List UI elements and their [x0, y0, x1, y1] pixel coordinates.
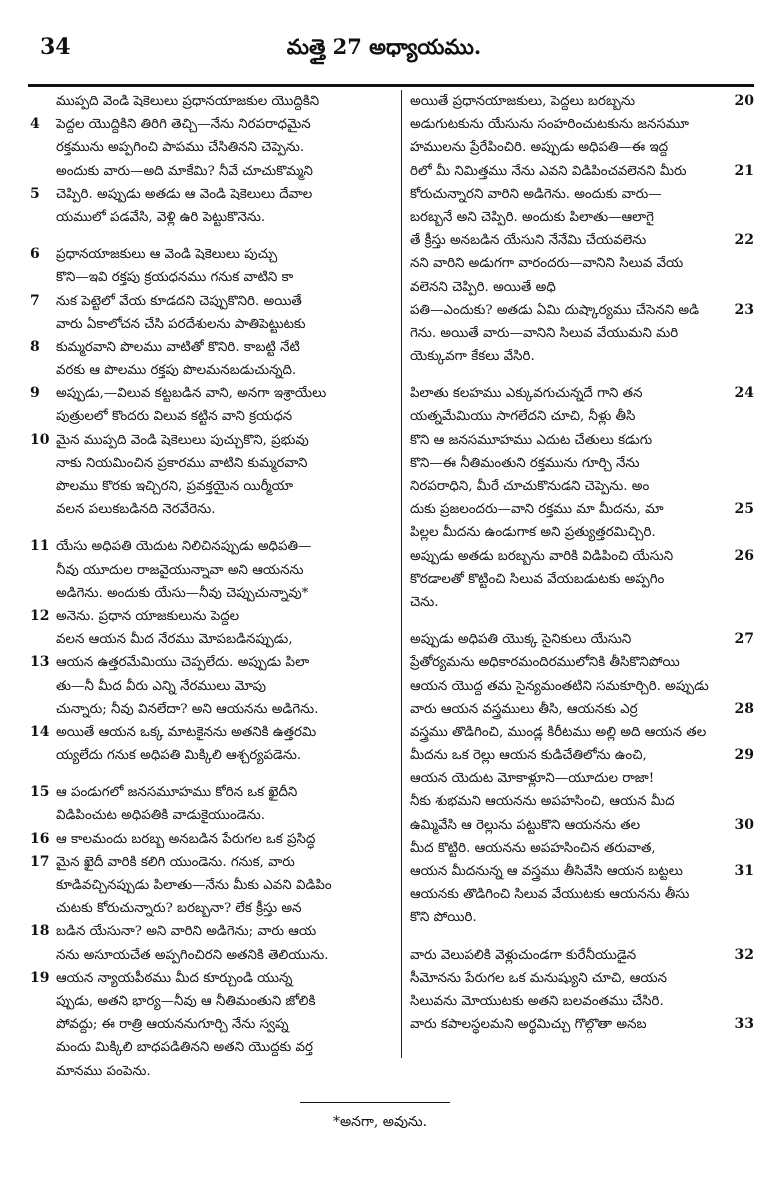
verse-line	[406, 967, 754, 990]
verse-number: 11	[30, 538, 50, 555]
verse-number: 21	[734, 162, 754, 179]
verse-line	[30, 582, 400, 605]
verse-text: విడిపించుట అధిపతికి వాడుకైయుండెను.	[56, 808, 265, 824]
verse-text: నాకు నియమించిన ప్రకారము వాటిని కుమ్మరవాని	[56, 455, 308, 471]
verse-line	[406, 299, 754, 322]
verse-number: 5	[30, 185, 40, 202]
verse-line	[30, 804, 400, 827]
verse-text: చెప్పిరి. అప్పుడు అతడు ఆ వెండి షెకెలులు దేవాల	[56, 186, 313, 202]
verse-line	[30, 359, 400, 382]
verse-number: 22	[734, 232, 754, 249]
verse-line	[406, 814, 754, 837]
verse-line	[406, 591, 754, 614]
verse-line	[30, 313, 400, 336]
verse-text: వలెనని చెప్పిరి. అయితే అధి	[410, 279, 556, 295]
verse-line	[406, 183, 754, 206]
verse-line	[406, 498, 754, 521]
verse-line	[30, 990, 400, 1013]
verse-line	[406, 90, 754, 113]
verse-line	[406, 452, 754, 475]
verse-line	[30, 405, 400, 428]
verse-line	[406, 521, 754, 544]
verse-line	[30, 290, 400, 313]
verse-text: రక్తమును అప్పగించి పాపము చేసితినని చెప్పెను.	[56, 140, 305, 156]
verse-line	[30, 1060, 400, 1083]
verse-line	[30, 651, 400, 674]
verse-line	[406, 675, 754, 698]
page-title: మత్తై 27 అధ్యాయము.	[286, 34, 482, 59]
verse-line	[30, 183, 400, 206]
paragraph-gap	[30, 229, 400, 243]
verse-line	[30, 160, 400, 183]
verse-number: 29	[734, 747, 754, 764]
verse-line	[406, 206, 754, 229]
verse-line	[30, 136, 400, 159]
verse-line	[406, 1013, 754, 1036]
verse-text: అందుకు వారు—అది మాకేమి? నీవే చూచుకొమ్మని	[56, 163, 313, 179]
verse-line	[406, 744, 754, 767]
verse-text: యత్నమేమియు సాగలేదని చూచి, నీళ్లు తీసి	[410, 409, 636, 425]
column-divider	[401, 90, 402, 1058]
verse-number: 30	[734, 816, 754, 833]
verse-line	[406, 906, 754, 929]
verse-line	[30, 382, 400, 405]
verse-line	[406, 545, 754, 568]
verse-text: నని వారిని అడుగగా వారందరు—వానిని సిలువ వేయ	[410, 256, 684, 272]
verse-number: 27	[734, 631, 754, 648]
verse-line	[406, 429, 754, 452]
verse-text: వరకు ఆ పొలము రక్తపు పొలమనబడుచున్నది.	[56, 363, 297, 379]
verse-text: ప్రధానయాజకులు ఆ వెండి షెకెలులు పుచ్చు	[56, 247, 278, 263]
right-column	[406, 90, 754, 1058]
verse-line	[30, 628, 400, 651]
verse-number: 17	[30, 853, 50, 870]
verse-line	[406, 990, 754, 1013]
verse-text: చెను.	[410, 594, 439, 610]
verse-text: కొని ఆ జనసమూహము ఎదుట చేతులు కడుగు	[410, 432, 653, 448]
verse-text: కొని పోయిరి.	[410, 910, 477, 926]
footnote: *అనగా, అవును.	[332, 1114, 428, 1130]
verse-text: మీదను ఒక రెల్లు ఆయన కుడిచేతిలోను ఉంచి,	[410, 748, 647, 764]
left-column	[30, 90, 400, 1079]
verse-line	[406, 698, 754, 721]
verse-text: ఆయన న్యాయపీఠము మీద కూర్చుండి యున్న	[56, 970, 293, 986]
verse-text: వలన ఆయన మీద నేరము మోపబడినప్పుడు,	[56, 632, 293, 648]
verse-text: ఆయన యొద్ద తమ సైన్యమంతటిని సమకూర్చిరి. అప్పుడు	[410, 678, 709, 694]
verse-text: అయితే ఆయన ఒక్క మాటకైనను అతనికి ఉత్తరమి	[56, 724, 317, 740]
verse-text: నుక పెట్టెలో వేయ కూడదని చెప్పుకొనిరి. అయితే	[56, 293, 302, 309]
verse-text: పోవద్దు; ఈ రాత్రి ఆయననుగూర్చి నేను స్వప్న	[56, 1017, 289, 1033]
verse-line	[406, 276, 754, 299]
verse-text: రిలో మీ నిమిత్తము నేను ఎవని విడిపించవలెనని మీరు	[410, 163, 687, 179]
verse-number: 7	[30, 292, 40, 309]
verse-text: మందు మిక్కిలి బాధపడితినని అతని యొద్దకు వర్త	[56, 1040, 313, 1056]
verse-number: 26	[734, 547, 754, 564]
verse-text: అప్పుడు,—విలువ కట్టబడిన వాని, అనగా ఇశ్రాయేలు	[56, 386, 327, 402]
verse-number: 33	[734, 1016, 754, 1033]
verse-line	[30, 605, 400, 628]
paragraph-gap	[406, 930, 754, 944]
verse-number: 4	[30, 116, 40, 133]
verse-text: ఆయన యెదుట మోకాళ్లూని—యూదుల రాజా!	[410, 771, 655, 787]
verse-line	[30, 266, 400, 289]
verse-line	[406, 628, 754, 651]
verse-number: 31	[734, 863, 754, 879]
verse-text: వారు ఆయన వస్త్రములు తీసి, ఆయనకు ఎర్ర	[410, 701, 638, 717]
verse-number: 8	[30, 338, 40, 355]
verse-line	[30, 206, 400, 229]
verse-line	[30, 967, 400, 990]
verse-text: వారు వెలుపలికి వెళ్లుచుండగా కురేనీయుడైన	[410, 947, 637, 963]
verse-text: సీమోనను పేరుగల ఒక మనుష్యుని చూచి, ఆయన	[410, 970, 668, 986]
verse-line	[406, 405, 754, 428]
verse-text: పొలము కొరకు ఇచ్చిరని, ప్రవక్తయైన యిర్మీయా	[56, 479, 294, 494]
header-rule	[28, 84, 754, 87]
verse-line	[406, 767, 754, 790]
verse-line	[30, 336, 400, 359]
verse-text: వారు ఏకాలోచన చేసి పరదేశులను పాతిపెట్టుటకు	[56, 316, 306, 332]
verse-text: యములో పడవేసి, వెళ్లి ఉరి పెట్టుకొనెను.	[56, 209, 266, 225]
verse-text: అడిగెను. అందుకు యేసు—నీవు చెప్పుచున్నావు*	[56, 585, 309, 601]
verse-number: 12	[30, 607, 50, 624]
verse-line	[30, 851, 400, 874]
verse-line	[406, 568, 754, 591]
verse-line	[406, 252, 754, 275]
verse-text: కొని—ఈ నీతిమంతుని రక్తమును గూర్చి నేను	[410, 455, 640, 471]
verse-text: నీవు యూదుల రాజవైయున్నావా అని ఆయనను	[56, 562, 304, 578]
verse-text: ముప్పది వెండి షెకెలులు ప్రధానయాజకుల యొద్దికిని	[56, 94, 320, 109]
verse-number: 24	[734, 385, 754, 402]
footnote-rule	[300, 1102, 450, 1103]
verse-line	[406, 322, 754, 345]
verse-number: 14	[30, 723, 50, 740]
verse-text: కోరుచున్నారని వారిని అడిగెను. అందుకు వారు—	[410, 186, 662, 202]
verse-text: నిరపరాధిని, మీరే చూచుకొనుడని చెప్పెను. అం	[410, 479, 650, 494]
verse-text: చున్నారు; నీవు వినలేదా? అని ఆయనను అడిగెను.	[56, 701, 319, 717]
verse-text: ఆ పండుగలో జనసమూహము కోరిన ఒక ఖైదీని	[56, 785, 298, 801]
verse-text: చుటకు కోరుచున్నారు? బరబ్బనా? లేక క్రీస్తు అన	[56, 901, 302, 917]
verse-text: కూడివచ్చినప్పుడు పిలాతు—నేను మీకు ఎవని విడిపిం	[56, 878, 332, 893]
verse-number: 13	[30, 654, 50, 671]
verse-text: బరబ్బనే అని చెప్పిరి. అందుకు పిలాతు—ఆలాగై	[410, 209, 654, 225]
verse-number: 25	[734, 501, 754, 518]
page-number: 34	[40, 34, 71, 60]
verse-number: 10	[30, 431, 50, 448]
verse-text: ఆయనకు తొడిగించి సిలువ వేయుటకు ఆయనను తీసు	[410, 887, 690, 903]
verse-text: మైన ఖైదీ వారికి కలిగి యుండెను. గనుక, వారు	[56, 854, 295, 870]
verse-line	[406, 382, 754, 405]
verse-text: సిలువను మోయుటకు అతని బలవంతము చేసిరి.	[410, 993, 664, 1009]
verse-line	[30, 828, 400, 851]
verse-line	[30, 920, 400, 943]
paragraph-gap	[30, 521, 400, 535]
verse-text: పిల్లల మీదను ఉండుగాక అని ప్రత్యుత్తరమిచ్చిరి.	[410, 525, 656, 541]
verse-line	[30, 698, 400, 721]
verse-text: పిలాతు కలహము ఎక్కువగుచున్నదే గాని తన	[410, 386, 643, 402]
verse-text: ప్రేతోర్యమను అధికారమందిరములోనికి తీసికొనిపోయి	[410, 655, 680, 671]
verse-line	[406, 651, 754, 674]
verse-line	[406, 860, 754, 883]
verse-line	[406, 883, 754, 906]
verse-text: వారు కపాలస్థలమని అర్థమిచ్చు గొల్గొతా అనబ	[410, 1017, 647, 1033]
verse-line	[406, 136, 754, 159]
verse-line	[406, 721, 754, 744]
verse-number: 18	[30, 923, 50, 940]
verse-text: హములను ప్రేరేపించిరి. అప్పుడు అధిపతి—ఈ ఇద్ద	[410, 140, 669, 156]
verse-number: 20	[734, 93, 754, 109]
verse-text: ఆయన ఉత్తరమేమియు చెప్పలేదు. అప్పుడు పిలా	[56, 655, 310, 671]
verse-line	[30, 243, 400, 266]
verse-text: కుమ్మరవాని పొలము వాటితో కొనిరి. కాబట్టి నేటి	[56, 339, 300, 355]
verse-line	[30, 897, 400, 920]
verse-line	[30, 498, 400, 521]
verse-line	[30, 1013, 400, 1036]
verse-text: మైన ముప్పది వెండి షెకెలులు పుచ్చుకొని, ప్రభువు	[56, 432, 309, 448]
verse-text: దుకు ప్రజలందరు—వాని రక్తము మా మీదను, మా	[410, 502, 664, 518]
verse-text: మానము పంపెను.	[56, 1063, 151, 1079]
verse-text: తే క్రీస్తు అనబడిన యేసుని నేనేమి చేయవలెను	[410, 233, 647, 249]
verse-line	[406, 475, 754, 498]
verse-text: గెను. అయితే వారు—వానిని సిలువ వేయుమని మరి	[410, 325, 679, 341]
verse-text: ఉమ్మివేసి ఆ రెల్లును పట్టుకొని ఆయనను తల	[410, 817, 641, 833]
verse-text: ప్పుడు, అతని భార్య—నీవు ఆ నీతిమంతుని జోలికి	[56, 993, 316, 1009]
verse-line	[30, 535, 400, 558]
verse-text: నను అసూయచేత అప్పగించిరని అతనికి తెలియును.	[56, 947, 329, 963]
verse-number: 28	[734, 700, 754, 717]
verse-line	[30, 113, 400, 136]
verse-text: ఆ కాలమందు బరబ్బ అనబడిన పేరుగల ఒక ప్రసిద్ధ	[56, 831, 316, 847]
verse-text: మీద కొట్టిరి. ఆయనను అపహసించిన తరువాత,	[410, 840, 656, 856]
verse-text: పతి—ఎందుకు? అతడు ఏమి దుష్కార్యము చేసెనని అడి	[410, 302, 700, 318]
verse-number: 19	[30, 969, 50, 986]
verse-text: అడుగుటకును యేసును సంహరించుటకును జనసమూ	[410, 117, 690, 133]
verse-line	[30, 452, 400, 475]
verse-text: ఆయన మీదనున్న ఆ వస్త్రము తీసివేసి ఆయన బట్టలు	[410, 864, 683, 879]
paragraph-gap	[406, 368, 754, 382]
verse-text: అప్పుడు అతడు బరబ్బను వారికి విడిపించి యేసుని	[410, 548, 674, 564]
verse-text: వస్త్రము తొడిగించి, ముండ్ల కిరీటము అల్లి అది ఆయన తల	[410, 724, 707, 740]
verse-line	[406, 113, 754, 136]
verse-line	[406, 229, 754, 252]
verse-line	[406, 837, 754, 860]
text-columns	[30, 90, 754, 1079]
verse-text: కొరడాలతో కొట్టించి సిలువ వేయబడుటకు అప్పగిం	[410, 571, 665, 587]
verse-number: 23	[734, 301, 754, 318]
verse-number: 16	[30, 830, 50, 847]
verse-line	[30, 1036, 400, 1059]
verse-text: బడిన యేసునా? అని వారిని అడిగెను; వారు ఆయ	[56, 924, 317, 940]
paragraph-gap	[30, 767, 400, 781]
verse-line	[406, 160, 754, 183]
verse-number: 6	[30, 246, 40, 263]
verse-line	[406, 790, 754, 813]
verse-line	[30, 90, 400, 113]
verse-text: పెద్దల యొద్దికిని తిరిగి తెచ్చి—నేను నిరపరాధమైన	[56, 117, 311, 133]
verse-line	[30, 744, 400, 767]
verse-text: అప్పుడు అధిపతి యొక్క సైనికులు యేసుని	[410, 632, 632, 648]
verse-text: తు—నీ మీద వీరు ఎన్ని నేరములు మోపు	[56, 678, 267, 694]
verse-line	[30, 559, 400, 582]
verse-text: య్యలేదు గనుక అధిపతి మిక్కిలి ఆశ్చర్యపడెను.	[56, 748, 302, 764]
verse-text: నీకు శుభమని ఆయనను అపహసించి, ఆయన మీద	[410, 794, 675, 810]
verse-line	[406, 345, 754, 368]
verse-line	[30, 475, 400, 498]
verse-text: కొని—ఇవి రక్తపు క్రయధనము గనుక వాటిని కా	[56, 270, 294, 286]
verse-line	[30, 944, 400, 967]
verse-number: 32	[734, 946, 754, 963]
verse-number: 9	[30, 385, 40, 402]
verse-line	[30, 675, 400, 698]
verse-line	[30, 781, 400, 804]
verse-text: వలన పలుకబడినది నెరవేరెను.	[56, 502, 216, 518]
verse-line	[30, 721, 400, 744]
verse-line	[30, 429, 400, 452]
verse-text: పుత్రులలో కొందరు విలువ కట్టిన వాని క్రయధన	[56, 409, 293, 425]
page-header	[14, 30, 754, 70]
verse-line	[30, 874, 400, 897]
verse-number: 15	[30, 784, 50, 801]
verse-text: యెక్కువగా కేకలు వేసిరి.	[410, 349, 535, 365]
verse-text: అయితే ప్రధానయాజకులు, పెద్దలు బరబ్బను	[410, 94, 635, 109]
verse-line	[406, 944, 754, 967]
paragraph-gap	[406, 614, 754, 628]
verse-text: యేసు అధిపతి యెదుట నిలిచినప్పుడు అధిపతి—	[56, 539, 312, 555]
verse-text: అనెను. ప్రధాన యాజకులును పెద్దల	[56, 608, 240, 624]
